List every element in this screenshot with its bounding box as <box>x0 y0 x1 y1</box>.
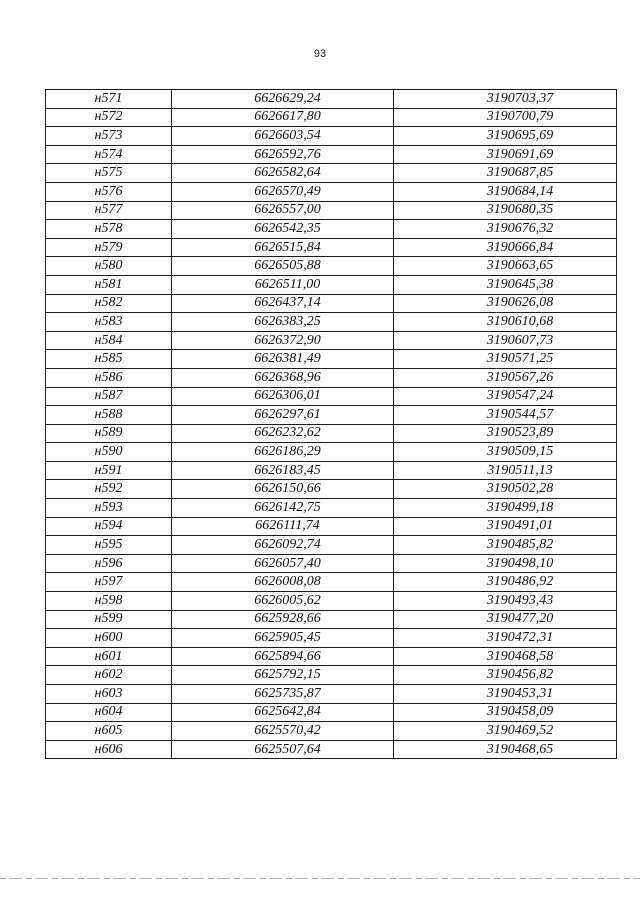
table-row <box>46 387 617 406</box>
table-row <box>46 294 617 313</box>
x-coordinate-cell: 6626183,45 <box>172 461 394 480</box>
y-coordinate-cell: 3190477,20 <box>394 610 617 629</box>
y-coordinate-cell: 3190610,68 <box>394 313 617 332</box>
x-coordinate-cell: 6625894,66 <box>172 647 394 666</box>
point-id-cell: н585 <box>46 350 172 369</box>
x-coordinate-cell: 6626570,49 <box>172 182 394 201</box>
table-row <box>46 238 617 257</box>
table-row <box>46 461 617 480</box>
table-row <box>46 554 617 573</box>
table-row <box>46 443 617 462</box>
table-row <box>46 740 617 759</box>
point-id-cell: н580 <box>46 257 172 276</box>
point-id-cell: н594 <box>46 517 172 536</box>
table-row <box>46 685 617 704</box>
coordinates-table-body <box>46 90 617 759</box>
table-row <box>46 703 617 722</box>
y-coordinate-cell: 3190687,85 <box>394 164 617 183</box>
point-id-cell: н575 <box>46 164 172 183</box>
point-id-cell: н574 <box>46 145 172 164</box>
x-coordinate-cell: 6626008,08 <box>172 573 394 592</box>
table-row <box>46 368 617 387</box>
point-id-cell: н604 <box>46 703 172 722</box>
x-coordinate-cell: 6626368,96 <box>172 368 394 387</box>
point-id-cell: н577 <box>46 201 172 220</box>
y-coordinate-cell: 3190456,82 <box>394 666 617 685</box>
point-id-cell: н602 <box>46 666 172 685</box>
x-coordinate-cell: 6626297,61 <box>172 406 394 425</box>
point-id-cell: н593 <box>46 499 172 518</box>
table-row <box>46 145 617 164</box>
x-coordinate-cell: 6626617,80 <box>172 108 394 127</box>
y-coordinate-cell: 3190486,92 <box>394 573 617 592</box>
point-id-cell: н603 <box>46 685 172 704</box>
x-coordinate-cell: 6626592,76 <box>172 145 394 164</box>
table-row <box>46 629 617 648</box>
point-id-cell: н581 <box>46 275 172 294</box>
y-coordinate-cell: 3190680,35 <box>394 201 617 220</box>
y-coordinate-cell: 3190491,01 <box>394 517 617 536</box>
point-id-cell: н586 <box>46 368 172 387</box>
x-coordinate-cell: 6625570,42 <box>172 722 394 741</box>
table-row <box>46 666 617 685</box>
y-coordinate-cell: 3190468,65 <box>394 740 617 759</box>
point-id-cell: н587 <box>46 387 172 406</box>
scan-artifact-line <box>0 878 640 879</box>
y-coordinate-cell: 3190676,32 <box>394 220 617 239</box>
y-coordinate-cell: 3190571,25 <box>394 350 617 369</box>
y-coordinate-cell: 3190607,73 <box>394 331 617 350</box>
table-row <box>46 275 617 294</box>
point-id-cell: н571 <box>46 90 172 109</box>
y-coordinate-cell: 3190645,38 <box>394 275 617 294</box>
y-coordinate-cell: 3190663,65 <box>394 257 617 276</box>
table-row <box>46 610 617 629</box>
point-id-cell: н583 <box>46 313 172 332</box>
table-row <box>46 722 617 741</box>
y-coordinate-cell: 3190498,10 <box>394 554 617 573</box>
x-coordinate-cell: 6625507,64 <box>172 740 394 759</box>
point-id-cell: н595 <box>46 536 172 555</box>
x-coordinate-cell: 6626505,88 <box>172 257 394 276</box>
y-coordinate-cell: 3190695,69 <box>394 127 617 146</box>
point-id-cell: н582 <box>46 294 172 313</box>
y-coordinate-cell: 3190547,24 <box>394 387 617 406</box>
point-id-cell: н584 <box>46 331 172 350</box>
table-row <box>46 424 617 443</box>
table-row <box>46 108 617 127</box>
x-coordinate-cell: 6626186,29 <box>172 443 394 462</box>
point-id-cell: н597 <box>46 573 172 592</box>
x-coordinate-cell: 6626383,25 <box>172 313 394 332</box>
y-coordinate-cell: 3190567,26 <box>394 368 617 387</box>
coordinates-table <box>45 89 617 759</box>
y-coordinate-cell: 3190700,79 <box>394 108 617 127</box>
point-id-cell: н576 <box>46 182 172 201</box>
y-coordinate-cell: 3190499,18 <box>394 499 617 518</box>
table-row <box>46 182 617 201</box>
point-id-cell: н589 <box>46 424 172 443</box>
x-coordinate-cell: 6626582,64 <box>172 164 394 183</box>
table-row <box>46 592 617 611</box>
x-coordinate-cell: 6626381,49 <box>172 350 394 369</box>
y-coordinate-cell: 3190458,09 <box>394 703 617 722</box>
table-row <box>46 331 617 350</box>
x-coordinate-cell: 6626232,62 <box>172 424 394 443</box>
table-row <box>46 220 617 239</box>
table-row <box>46 573 617 592</box>
y-coordinate-cell: 3190666,84 <box>394 238 617 257</box>
x-coordinate-cell: 6626542,35 <box>172 220 394 239</box>
table-row <box>46 201 617 220</box>
x-coordinate-cell: 6625905,45 <box>172 629 394 648</box>
x-coordinate-cell: 6625792,15 <box>172 666 394 685</box>
x-coordinate-cell: 6626557,00 <box>172 201 394 220</box>
y-coordinate-cell: 3190509,15 <box>394 443 617 462</box>
table-row <box>46 90 617 109</box>
x-coordinate-cell: 6626150,66 <box>172 480 394 499</box>
y-coordinate-cell: 3190485,82 <box>394 536 617 555</box>
point-id-cell: н578 <box>46 220 172 239</box>
y-coordinate-cell: 3190544,57 <box>394 406 617 425</box>
y-coordinate-cell: 3190691,69 <box>394 145 617 164</box>
x-coordinate-cell: 6625642,84 <box>172 703 394 722</box>
point-id-cell: н573 <box>46 127 172 146</box>
y-coordinate-cell: 3190626,08 <box>394 294 617 313</box>
x-coordinate-cell: 6626437,14 <box>172 294 394 313</box>
y-coordinate-cell: 3190684,14 <box>394 182 617 201</box>
x-coordinate-cell: 6626306,01 <box>172 387 394 406</box>
y-coordinate-cell: 3190502,28 <box>394 480 617 499</box>
point-id-cell: н600 <box>46 629 172 648</box>
point-id-cell: н590 <box>46 443 172 462</box>
x-coordinate-cell: 6626092,74 <box>172 536 394 555</box>
point-id-cell: н599 <box>46 610 172 629</box>
y-coordinate-cell: 3190493,43 <box>394 592 617 611</box>
point-id-cell: н592 <box>46 480 172 499</box>
point-id-cell: н605 <box>46 722 172 741</box>
table-row <box>46 406 617 425</box>
point-id-cell: н601 <box>46 647 172 666</box>
x-coordinate-cell: 6625735,87 <box>172 685 394 704</box>
point-id-cell: н591 <box>46 461 172 480</box>
x-coordinate-cell: 6626511,00 <box>172 275 394 294</box>
y-coordinate-cell: 3190469,52 <box>394 722 617 741</box>
y-coordinate-cell: 3190472,31 <box>394 629 617 648</box>
point-id-cell: н579 <box>46 238 172 257</box>
y-coordinate-cell: 3190511,13 <box>394 461 617 480</box>
y-coordinate-cell: 3190453,31 <box>394 685 617 704</box>
point-id-cell: н596 <box>46 554 172 573</box>
page-number: 93 <box>313 48 327 60</box>
table-row <box>46 517 617 536</box>
x-coordinate-cell: 6626372,90 <box>172 331 394 350</box>
table-row <box>46 350 617 369</box>
table-row <box>46 164 617 183</box>
x-coordinate-cell: 6626142,75 <box>172 499 394 518</box>
x-coordinate-cell: 6626515,84 <box>172 238 394 257</box>
point-id-cell: н598 <box>46 592 172 611</box>
table-row <box>46 257 617 276</box>
y-coordinate-cell: 3190523,89 <box>394 424 617 443</box>
table-row <box>46 313 617 332</box>
x-coordinate-cell: 6626629,24 <box>172 90 394 109</box>
y-coordinate-cell: 3190468,58 <box>394 647 617 666</box>
x-coordinate-cell: 6626057,40 <box>172 554 394 573</box>
table-row <box>46 499 617 518</box>
table-row <box>46 480 617 499</box>
table-row <box>46 647 617 666</box>
point-id-cell: н588 <box>46 406 172 425</box>
y-coordinate-cell: 3190703,37 <box>394 90 617 109</box>
table-row <box>46 127 617 146</box>
table-row <box>46 536 617 555</box>
x-coordinate-cell: 6626111,74 <box>172 517 394 536</box>
x-coordinate-cell: 6626603,54 <box>172 127 394 146</box>
point-id-cell: н572 <box>46 108 172 127</box>
point-id-cell: н606 <box>46 740 172 759</box>
x-coordinate-cell: 6625928,66 <box>172 610 394 629</box>
x-coordinate-cell: 6626005,62 <box>172 592 394 611</box>
